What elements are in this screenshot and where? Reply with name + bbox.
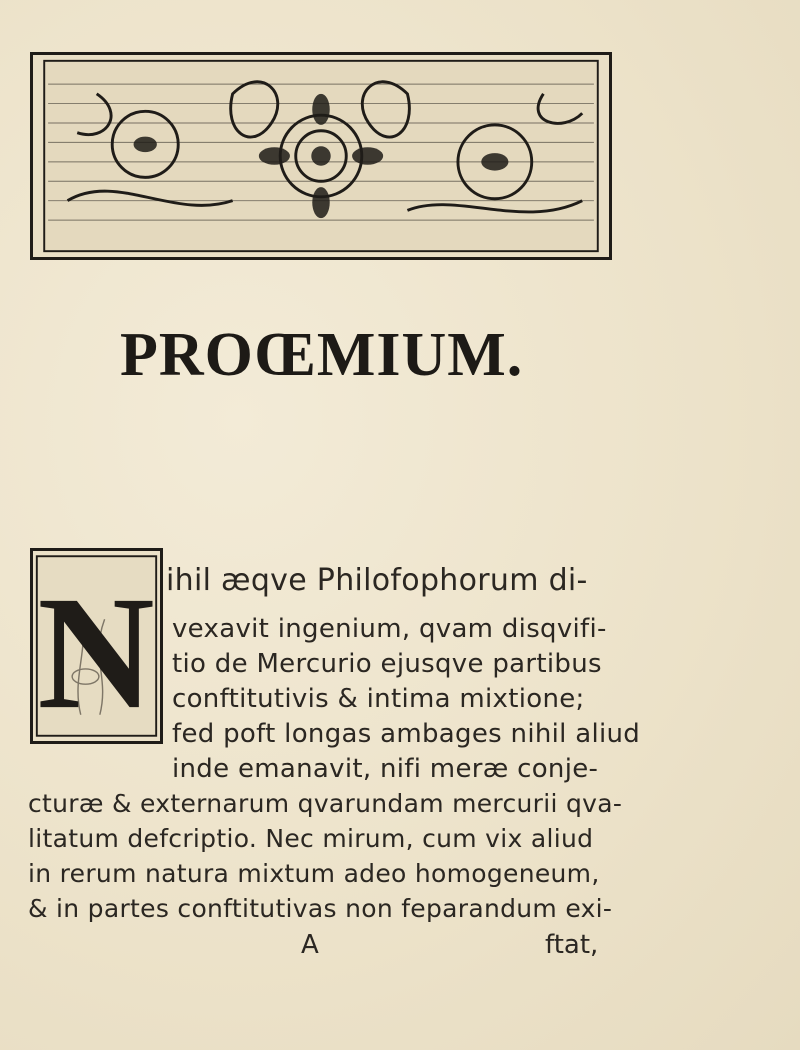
text-line: litatum defcriptio. Nec mirum, cum vix aliud [28, 824, 594, 853]
catchword: ftat, [545, 930, 599, 960]
text-line: inde emanavit, nifi meræ conje- [172, 754, 599, 784]
text-line: vexavit ingenium, qvam disqvifi- [172, 614, 607, 644]
text-line: in rerum natura mixtum adeo homogeneum, [28, 859, 600, 888]
text-line: conftitutivis & intima mixtione; [172, 684, 585, 714]
initial-n-ornament [33, 551, 160, 741]
decorated-initial-letter [30, 548, 163, 744]
ornamental-headpiece [30, 52, 612, 260]
floral-ornament-graphic [33, 55, 609, 257]
text-line: tio de Mercurio ejusqve partibus [172, 649, 602, 679]
text-line: ihil æqve Philofophorum di- [166, 563, 588, 598]
initial-letter: N [37, 563, 155, 741]
text-line: cturæ & externarum qvarundam mercurii qva- [28, 789, 623, 818]
text-line: fed poft longas ambages nihil aliud [172, 719, 641, 749]
text-line: & in partes conftitutivas non feparandum exi- [28, 894, 613, 923]
signature-mark: A [301, 930, 319, 960]
page-title: PROŒMIUM. [120, 321, 524, 389]
